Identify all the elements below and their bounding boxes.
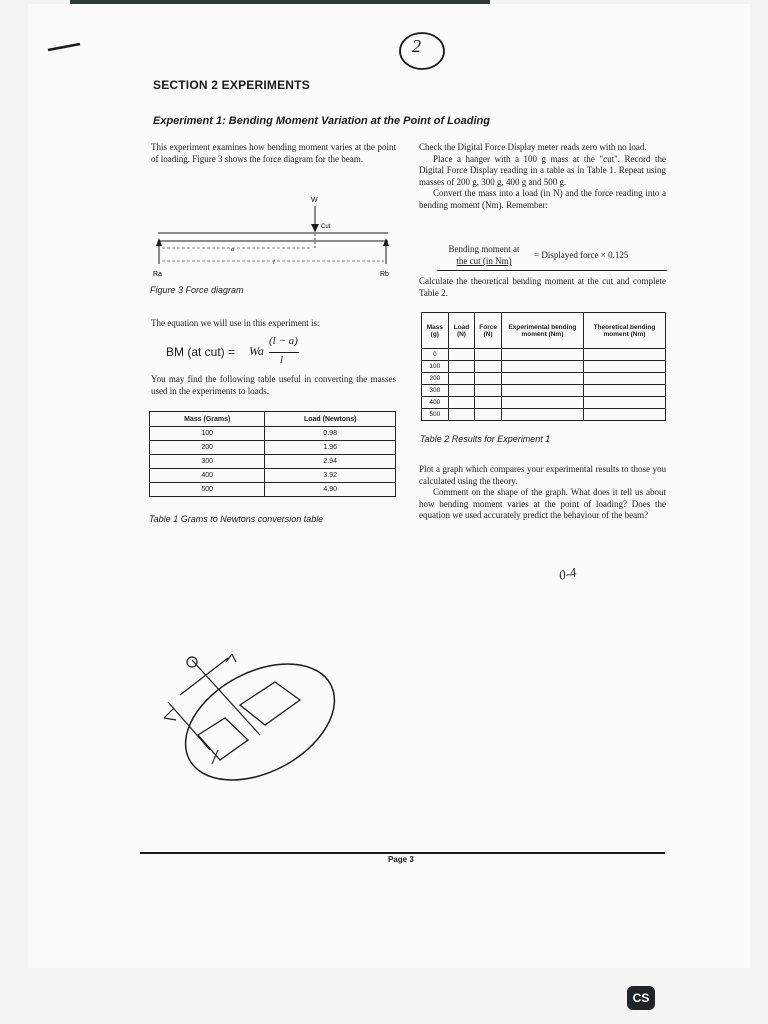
table1-header: Mass (Grams) — [150, 412, 265, 427]
bm-lhs-line2: the cut (in Nm) — [456, 256, 512, 266]
table-cell: 0 — [422, 349, 449, 361]
table-row — [150, 469, 396, 483]
sketch-ellipse — [166, 640, 350, 790]
results-table — [421, 312, 666, 421]
formula-numerator: (l − a) — [269, 335, 298, 347]
intro-text: This experiment examines how bending moment varies at the point of loading. Figure 3 shows the force diagram for the beam. — [151, 142, 396, 164]
page-number: Page 3 — [388, 855, 414, 864]
table-cell: 300 — [150, 455, 265, 469]
label-ra: Ra — [153, 271, 162, 278]
procedure-p2: Place a hanger with a 100 g mass at the "cut". Record the Digital Force Display reading in a table as in Table 1. Repeat using masses of 200 g, 300 g, 400 g and 500 g. — [419, 153, 666, 187]
sketch-square-top — [240, 682, 300, 725]
force-diagram — [148, 190, 398, 285]
formula-wa: Wa — [249, 344, 264, 358]
bm-divider — [437, 270, 667, 271]
table2-header: Force (N) — [475, 313, 502, 349]
camscanner-logo: CS — [627, 986, 655, 1010]
table-row — [150, 427, 396, 441]
experiment-title: Experiment 1: Bending Moment Variation at the Point of Loading — [153, 115, 490, 127]
analysis-p5: Plot a graph which compares your experimental results to those you calculated using the theory. — [419, 464, 666, 486]
procedure-p3: Convert the mass into a load (in N) and the force reading into a bending moment (Nm). Remember: — [419, 188, 666, 210]
table2-header: Theoretical bending moment (Nm) — [583, 313, 665, 349]
table-cell: 300 — [422, 385, 449, 397]
formula-denominator: l — [280, 354, 284, 366]
table-row — [422, 361, 666, 373]
table2-caption: Table 2 Results for Experiment 1 — [420, 434, 551, 444]
table-intro: You may find the following table useful in converting the masses used in the experiments to loads. — [151, 374, 396, 396]
table-row — [422, 409, 666, 421]
label-cut: Cut — [321, 224, 331, 230]
label-rb: Rb — [380, 271, 389, 278]
fraction-bar — [269, 352, 299, 353]
table1-header: Load (Newtons) — [265, 412, 396, 427]
table-row — [422, 373, 666, 385]
analysis-text — [419, 464, 666, 522]
reaction-arrow-a — [156, 238, 162, 246]
table-row — [422, 397, 666, 409]
analysis-p6: Comment on the shape of the graph. What does it tell us about how bending moment varies at the point of loading? Does the equation we used accurately predict the behaviour of the beam? — [419, 487, 666, 520]
table-cell: 400 — [150, 469, 265, 483]
table-row — [150, 441, 396, 455]
table-cell: 100 — [150, 427, 265, 441]
table-cell: 500 — [150, 483, 265, 497]
table-row — [150, 483, 396, 497]
equation-intro: The equation we will use in this experiment is: — [151, 318, 320, 328]
label-w: W — [311, 197, 318, 204]
figure-caption: Figure 3 Force diagram — [150, 285, 244, 295]
bending-moment-formula — [166, 337, 326, 371]
table-cell: 200 — [150, 441, 265, 455]
table-cell: 1.96 — [265, 441, 396, 455]
bm-lhs-line1: Bending moment at — [448, 244, 520, 254]
hand-sketch — [150, 640, 350, 790]
procedure-text — [419, 142, 666, 211]
table-row — [150, 455, 396, 469]
bm-rhs: = Displayed force × 0.125 — [534, 250, 629, 260]
table1-caption: Table 1 Grams to Newtons conversion table — [149, 514, 324, 524]
table-cell: 4.90 — [265, 483, 396, 497]
table-row — [422, 385, 666, 397]
table-cell: 100 — [422, 361, 449, 373]
table2-header: Experimental bending moment (Nm) — [501, 313, 583, 349]
handwritten-marks — [40, 28, 460, 84]
section-title: SECTION 2 EXPERIMENTS — [153, 78, 310, 92]
table2-header: Mass (g) — [422, 313, 449, 349]
table-cell: 2.94 — [265, 455, 396, 469]
handwritten-note: 0-4 — [557, 564, 578, 583]
reaction-arrow-b — [383, 238, 389, 246]
table-cell: 500 — [422, 409, 449, 421]
intro-paragraph — [151, 142, 396, 165]
page-mark-number: 2 — [412, 36, 421, 56]
label-l: l — [273, 260, 275, 266]
formula-lhs: BM (at cut) = — [166, 345, 236, 359]
table-row — [422, 349, 666, 361]
table-cell: 3.92 — [265, 469, 396, 483]
conversion-table — [149, 411, 396, 497]
table-cell: 400 — [422, 397, 449, 409]
label-a: a — [231, 247, 234, 253]
table-cell: 200 — [422, 373, 449, 385]
sketch-square-bottom — [198, 718, 248, 760]
footer-rule — [140, 852, 665, 854]
procedure-p4: Calculate the theoretical bending moment at the cut and complete Table 2. — [419, 276, 666, 298]
table2-header: Load (N) — [448, 313, 475, 349]
procedure-p1: Check the Digital Force Display meter reads zero with no load. — [419, 142, 647, 152]
table-cell: 0.98 — [265, 427, 396, 441]
